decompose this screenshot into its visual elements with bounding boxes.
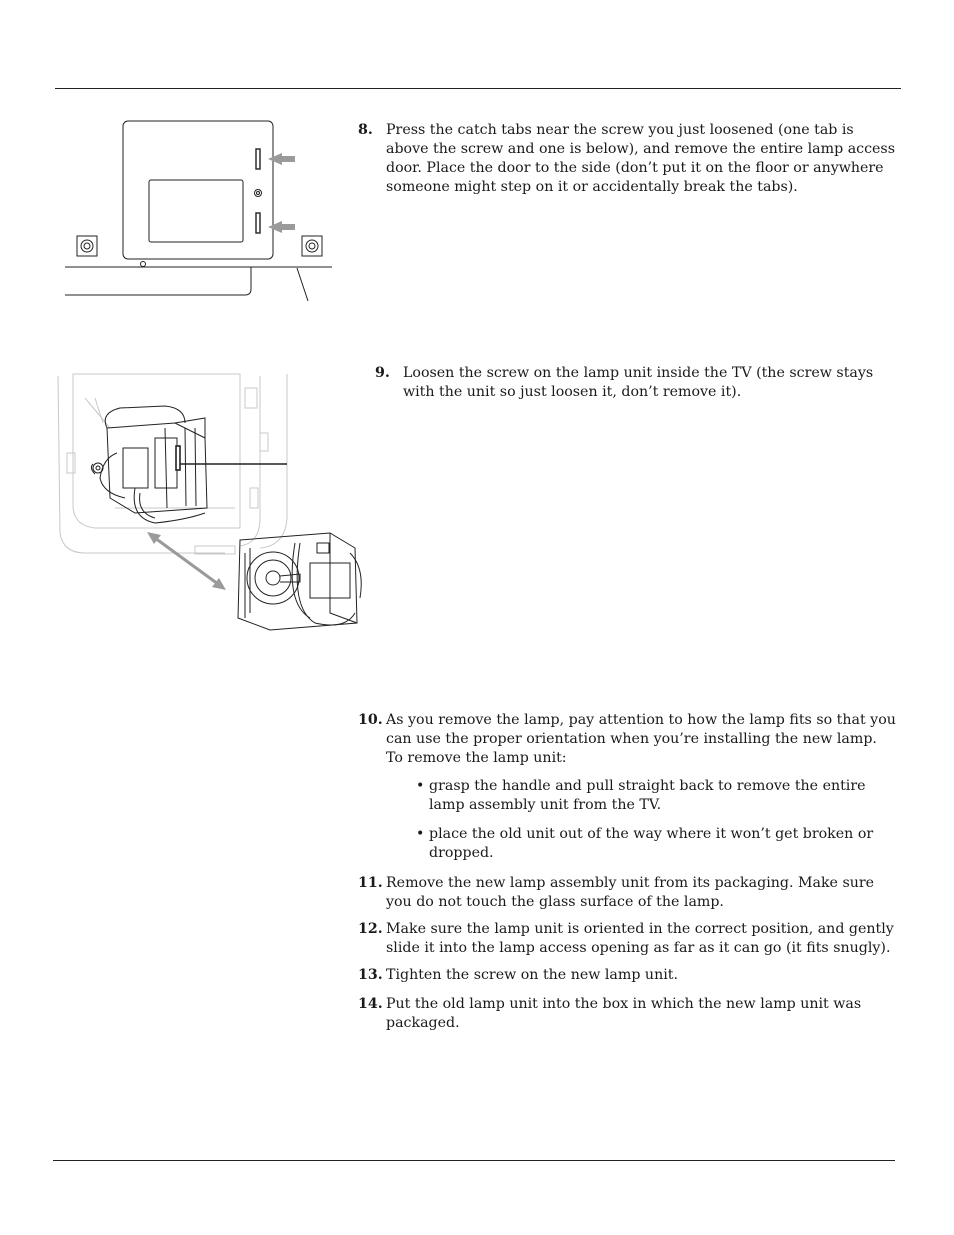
footer-rule (53, 1160, 895, 1161)
step-13 (358, 966, 898, 985)
lamp-unit-removal-illustration (55, 368, 365, 640)
step-text: Remove the new lamp assembly unit from its packaging. Make sure you do not touch the glass surface of the lamp. (386, 875, 875, 910)
step-12 (358, 920, 898, 958)
step-10 (358, 711, 898, 768)
step-11 (358, 874, 898, 912)
step-text: Make sure the lamp unit is oriented in the correct position, and gently slide it into the lamp access opening as far as it can go (it fits snugly). (386, 921, 894, 956)
step-number: 9. (375, 365, 390, 381)
step-text: As you remove the lamp, pay attention to how the lamp fits so that you can use the proper orientation when you’re installing the new lamp. To remove the lamp unit: (386, 712, 896, 766)
step-10-bullet-list (416, 777, 898, 873)
step-text: Put the old lamp unit into the box in which the new lamp unit was packaged. (386, 996, 862, 1031)
step-8 (358, 121, 898, 197)
header-rule (55, 88, 901, 89)
list-item (416, 825, 898, 863)
bullet-glyph: • (416, 826, 425, 842)
list-item (416, 777, 898, 815)
step-number: 13. (358, 967, 383, 983)
bullet-text: grasp the handle and pull straight back to remove the entire lamp assembly unit from the TV. (429, 778, 866, 813)
step-9 (375, 364, 898, 402)
lamp-access-door-illustration (60, 115, 340, 305)
step-number: 14. (358, 996, 383, 1012)
step-number: 12. (358, 921, 383, 937)
step-text: Tighten the screw on the new lamp unit. (386, 967, 678, 983)
step-number: 11. (358, 875, 383, 891)
step-text: Loosen the screw on the lamp unit inside the TV (the screw stays with the unit so just loosen it, don’t remove it). (403, 365, 874, 400)
step-number: 8. (358, 122, 373, 138)
step-number: 10. (358, 712, 383, 728)
bullet-glyph: • (416, 778, 425, 794)
bullet-text: place the old unit out of the way where it won’t get broken or dropped. (429, 826, 874, 861)
step-text: Press the catch tabs near the screw you just loosened (one tab is above the screw and one is below), and remove the entire lamp access door. Place the door to the side (don’t put it on the floor or anywhere someone might step on it or accidentally break the tabs). (386, 122, 895, 195)
step-14 (358, 995, 898, 1033)
